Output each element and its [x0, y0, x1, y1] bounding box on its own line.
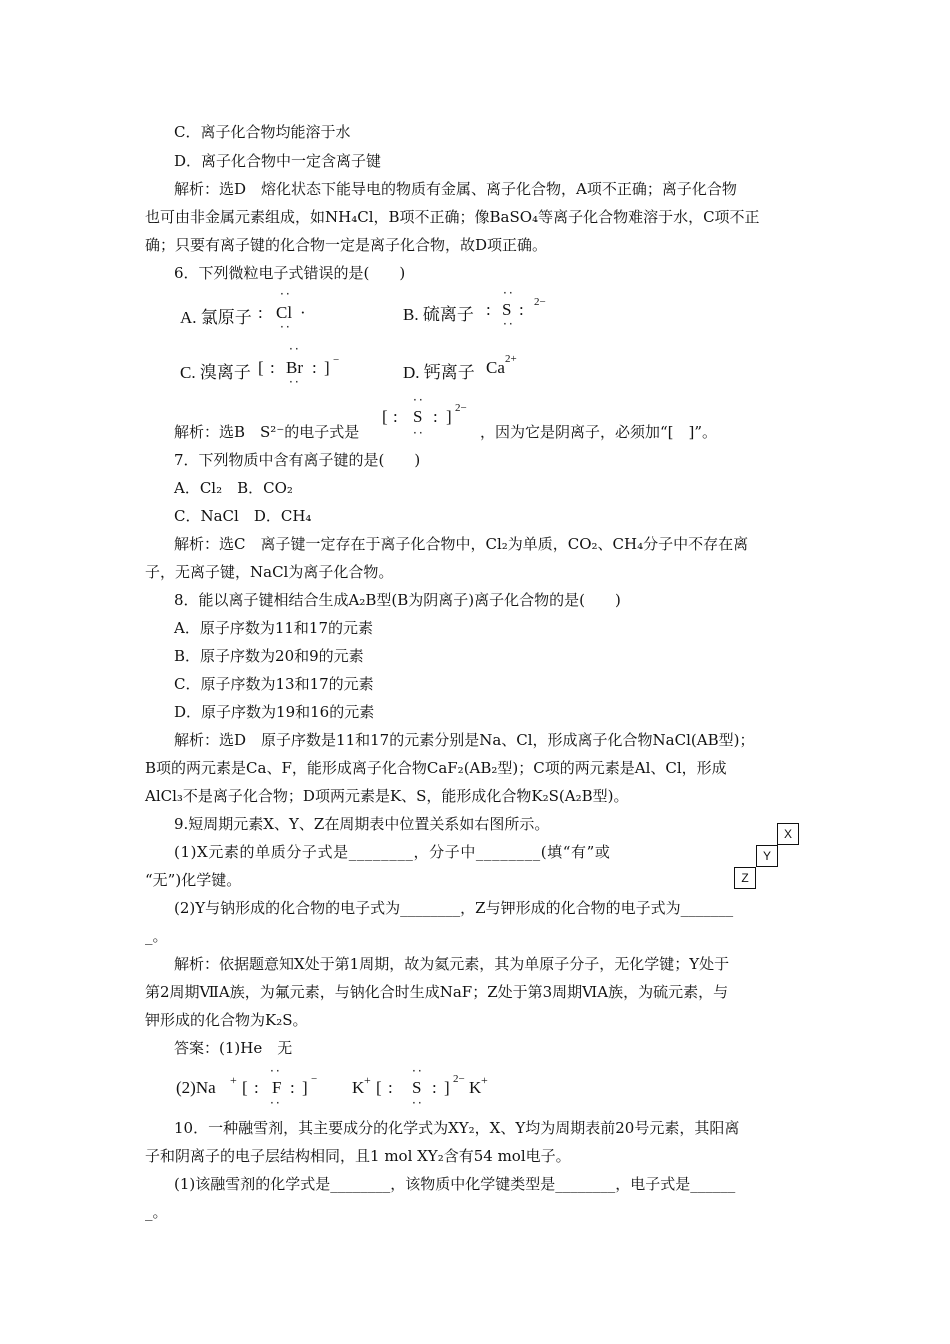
- q6-c-bracket-left: [: [258, 358, 264, 377]
- answer-f-colon-right: :: [290, 1078, 295, 1097]
- q6-b-colon-left: :: [486, 300, 491, 319]
- q6-b-colon-right: :: [519, 300, 524, 319]
- answer-f-bracket-left: [: [242, 1078, 248, 1097]
- answer-s-charge: 2−: [453, 1073, 465, 1085]
- question-7: 7．下列物质中含有离子键的是( ): [174, 451, 421, 469]
- answer-na: (2)Na: [176, 1078, 216, 1097]
- q8-option-d: D．原子序数为19和16的元素: [174, 703, 375, 721]
- q6-b-label: B. 硫离子: [403, 305, 474, 324]
- q6-a-dot: ·: [300, 303, 306, 322]
- answer-na-charge: +: [230, 1073, 237, 1087]
- q6-c-charge: −: [333, 354, 340, 366]
- analysis-5-line2: 也可由非金属元素组成，如NH₄Cl，B项不正确；像BaSO₄等离子化合物难溶于水，C项不正: [145, 208, 760, 226]
- answer-9-part1: 答案：(1)He 无: [174, 1039, 293, 1057]
- analysis-6-end: ，因为它是阴离子，必须加“[ ]”。: [480, 423, 718, 441]
- s-ion-element: S: [413, 407, 423, 426]
- q6-b-charge: 2−: [534, 296, 546, 308]
- s-ion-colon-right: :: [433, 407, 438, 426]
- q6-b-bottom-dots: ··: [503, 317, 515, 331]
- q9-part2-cont: _。: [145, 927, 168, 945]
- answer-s-colon-left: :: [388, 1078, 393, 1097]
- q7-options-ab: A．Cl₂ B．CO₂: [174, 479, 293, 497]
- q6-a-bottom-dots: ··: [280, 320, 292, 334]
- q6-c-bottom-dots: ··: [289, 375, 301, 389]
- answer-f-element: F: [272, 1078, 282, 1097]
- analysis-6-start: 解析：选B S²⁻的电子式是: [174, 423, 360, 441]
- q8-option-c: C．原子序数为13和17的元素: [174, 675, 374, 693]
- q6-a-top-dots: ··: [280, 287, 292, 301]
- answer-s-bracket-left: [: [376, 1078, 382, 1097]
- q10-part1-cont: _。: [145, 1203, 168, 1221]
- q6-c-colon-left: :: [270, 358, 275, 377]
- answer-f-bottom-dots: ··: [270, 1096, 282, 1110]
- answer-f-charge: −: [311, 1073, 318, 1085]
- analysis-9-line1: 解析：依据题意知X处于第1周期，故为氦元素，其为单原子分子，无化学键；Y处于: [174, 955, 730, 973]
- answer-s-bracket-right: ]: [444, 1078, 450, 1097]
- s-ion-charge: 2−: [455, 402, 467, 414]
- q8-option-a: A．原子序数为11和17的元素: [174, 619, 374, 637]
- analysis-8-line2: B项的两元素是Ca、F，能形成离子化合物CaF₂(AB₂型)；C项的两元素是Al、Cl，形成: [145, 759, 727, 777]
- question-9: 9.短周期元素X、Y、Z在周期表中位置关系如右图所示。: [174, 815, 550, 833]
- q6-a-label: A. 氯原子: [180, 308, 252, 327]
- box-x: X: [777, 823, 799, 845]
- s-ion-bottom-dots: ··: [413, 426, 425, 440]
- q6-c-label: C. 溴离子: [180, 363, 251, 382]
- q6-c-colon-right: :: [312, 358, 317, 377]
- answer-k2: K: [469, 1078, 482, 1097]
- analysis-7-line1: 解析：选C 离子键一定存在于离子化合物中，Cl₂为单质，CO₂、CH₄分子中不存在离: [174, 535, 749, 553]
- s-ion-top-dots: ··: [413, 393, 425, 407]
- analysis-5-line3: 确；只要有离子键的化合物一定是离子化合物，故D项正确。: [145, 236, 548, 254]
- answer-k1-charge: +: [364, 1073, 371, 1087]
- analysis-8-line3: AlCl₃不是离子化合物；D项两元素是K、S，能形成化合物K₂S(A₂B型)。: [145, 787, 629, 805]
- q6-b-top-dots: ··: [503, 286, 515, 300]
- q6-d-label: D. 钙离子: [403, 363, 475, 382]
- q6-a-colon: :: [258, 303, 263, 322]
- s-ion-colon-left: :: [393, 407, 398, 426]
- q7-options-cd: C．NaCl D．CH₄: [174, 507, 312, 525]
- q6-d-charge: 2+: [505, 353, 517, 365]
- s-ion-bracket-right: ]: [446, 407, 452, 426]
- analysis-5-line1: 解析：选D 熔化状态下能导电的物质有金属、离子化合物，A项不正确；离子化合物: [174, 180, 737, 198]
- q6-a-element: Cl: [276, 303, 293, 322]
- answer-s-colon-right: :: [432, 1078, 437, 1097]
- q9-part2: (2)Y与钠形成的化合物的电子式为________，Z与钾形成的化合物的电子式为_______: [174, 899, 734, 917]
- question-8: 8．能以离子键相结合生成A₂B型(B为阴离子)离子化合物的是( ): [174, 591, 621, 609]
- analysis-8-line1: 解析：选D 原子序数是11和17的元素分别是Na、Cl，形成离子化合物NaCl(AB型)；: [174, 731, 755, 749]
- q9-part1-cont: “无”)化学键。: [145, 871, 242, 889]
- q6-c-top-dots: ··: [289, 342, 301, 356]
- answer-k1: K: [352, 1078, 365, 1097]
- q6-b-element: S: [502, 300, 512, 319]
- answer-f-top-dots: ··: [270, 1064, 282, 1078]
- box-z: Z: [734, 867, 756, 889]
- answer-s-top-dots: ··: [412, 1064, 424, 1078]
- q6-c-element: Br: [286, 358, 303, 377]
- q6-d-element: Ca: [486, 358, 505, 377]
- s-ion-bracket-left: [: [382, 407, 388, 426]
- analysis-9-line2: 第2周期ⅦA族，为氟元素，与钠化合时生成NaF；Z处于第3周期ⅥA族，为硫元素，与: [145, 983, 729, 1001]
- answer-s-bottom-dots: ··: [412, 1096, 424, 1110]
- q10-part1: (1)该融雪剂的化学式是________，该物质中化学键类型是________，电子式是______: [174, 1175, 736, 1193]
- analysis-7-line2: 子，无离子键，NaCl为离子化合物。: [145, 563, 394, 581]
- option-d-line: D．离子化合物中一定含离子键: [174, 152, 382, 170]
- analysis-9-line3: 钾形成的化合物为K₂S。: [145, 1011, 308, 1029]
- q9-part1: (1)X元素的单质分子式是________，分子中________(填“有”或: [174, 843, 611, 861]
- answer-f-bracket-right: ]: [302, 1078, 308, 1097]
- question-10-line1: 10．一种融雪剂，其主要成分的化学式为XY₂，X、Y均为周期表前20号元素，其阳离: [174, 1119, 740, 1137]
- q8-option-b: B．原子序数为20和9的元素: [174, 647, 364, 665]
- answer-s-element: S: [412, 1078, 422, 1097]
- question-10-line2: 子和阴离子的电子层结构相同，且1 mol XY₂含有54 mol电子。: [145, 1147, 571, 1165]
- question-6: 6．下列微粒电子式错误的是( ): [174, 264, 406, 282]
- box-y: Y: [756, 845, 778, 867]
- q6-c-bracket-right: ]: [324, 358, 330, 377]
- option-c-line: C．离子化合物均能溶于水: [174, 123, 351, 141]
- answer-f-colon-left: :: [254, 1078, 259, 1097]
- answer-k2-charge: +: [481, 1073, 488, 1087]
